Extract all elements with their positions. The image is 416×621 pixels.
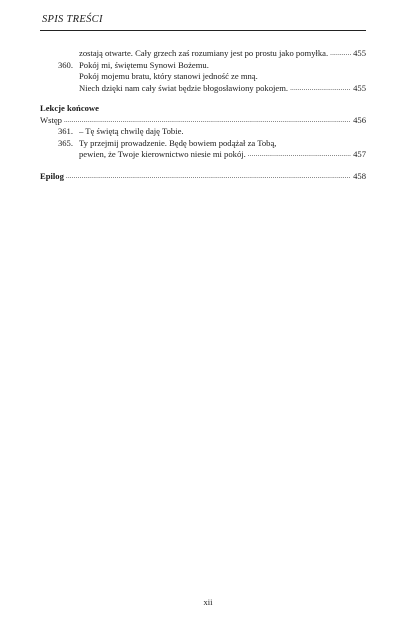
toc-entry-epilog: [40, 171, 366, 183]
toc-entry: [40, 115, 366, 127]
toc-entry: [40, 126, 366, 138]
entry-text: zostają otwarte. Cały grzech zaś rozumiany jest po prostu jako pomyłka.: [79, 48, 329, 58]
entry-page: 458: [353, 170, 366, 181]
section-title: Lekcje końcowe: [40, 103, 99, 113]
entry-page: 455: [353, 48, 366, 58]
entry-number: 361.: [57, 126, 73, 136]
toc-entry: [40, 149, 366, 161]
header-rule: [40, 30, 366, 31]
entry-text: Ty przejmij prowadzenie. Będę bowiem podążał za Tobą,: [79, 137, 277, 148]
entry-text: – Tę świętą chwilę daję Tobie.: [79, 126, 184, 136]
entry-number: 360.: [57, 59, 73, 70]
toc-content: [40, 48, 366, 182]
entry-number: 365.: [57, 137, 73, 148]
entry-text: Pokój mojemu bratu, który stanowi jedność ze mną.: [79, 71, 258, 81]
running-head: SPIS TREŚCI: [42, 14, 103, 25]
dot-leader: [290, 83, 351, 95]
toc-entry: [40, 71, 366, 83]
toc-entry: [40, 60, 366, 72]
entry-text: Niech dzięki nam cały świat będzie błogosławiony pokojem.: [79, 82, 289, 93]
dot-leader: [64, 115, 351, 127]
dot-leader: [330, 48, 351, 60]
toc-entry: [40, 83, 366, 95]
entry-text: Pokój mi, świętemu Synowi Bożemu.: [79, 59, 209, 70]
entry-text: Wstęp: [40, 114, 62, 125]
toc-entry: [40, 138, 366, 150]
entry-page: 456: [353, 114, 366, 125]
entry-text: Epilog: [40, 170, 64, 181]
page-number: xii: [203, 597, 213, 607]
dot-leader: [66, 171, 351, 183]
entry-text: pewien, że Twoje kierownictwo niesie mi pokój.: [79, 149, 246, 159]
toc-entry: [40, 48, 366, 60]
entry-page: 457: [353, 149, 366, 159]
entry-page: 455: [353, 82, 366, 93]
dot-leader: [248, 149, 351, 161]
